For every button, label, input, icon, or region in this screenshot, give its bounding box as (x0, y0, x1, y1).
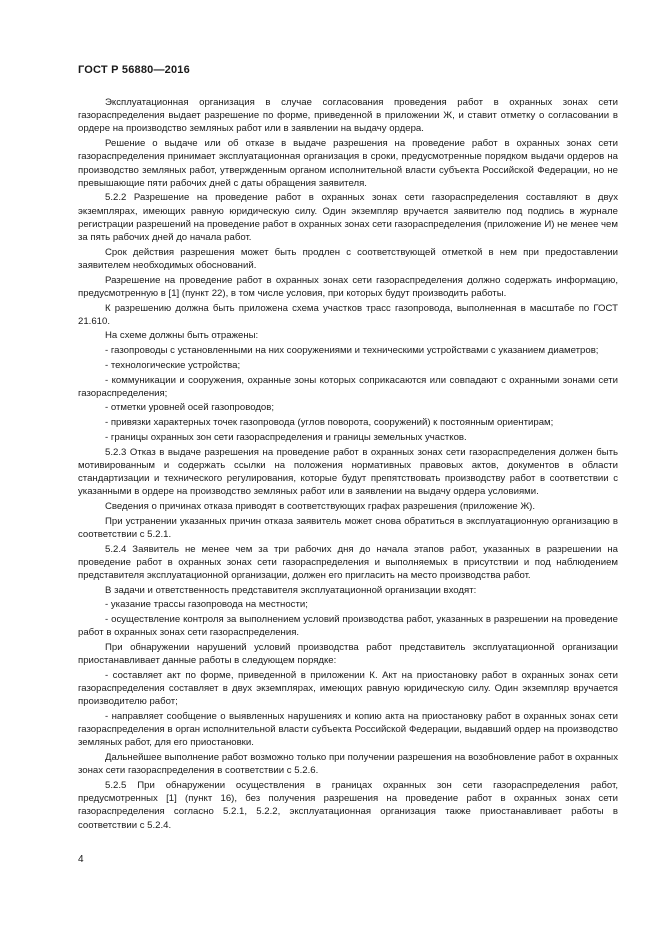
paragraph: При обнаружении нарушений условий производства работ представитель эксплуатационной организации приостанавливает данные работы в следующем порядке: (78, 641, 618, 667)
page-number: 4 (78, 854, 84, 865)
paragraph: Сведения о причинах отказа приводят в соответствующих графах разрешения (приложение Ж). (105, 500, 536, 512)
list-item: - границы охранных зон сети газораспределения и границы земельных участков. (105, 431, 467, 443)
list-item: - газопроводы с установленными на них сооружениями и техническими устройствами с указанием диаметров; (105, 345, 599, 357)
paragraph: При устранении указанных причин отказа заявитель может снова обратиться в эксплуатационную организацию в соответствии с 5.2.1. (78, 515, 618, 540)
paragraph: К разрешению должна быть приложена схема участков трасс газопровода, выполненная в масштабе по ГОСТ 21.610. (78, 302, 618, 327)
paragraph: 5.2.5 При обнаружении осуществления в границах охранных зон сети газораспределения работ, предусмотренных [1] (пункт 16), без получения разрешения на проведение работ в охранных зонах сети газораспределения согласно 5.2.1, 5.2.2, эксплуатационная организация также приостанавливает работы в соответствии с 5.2.4. (78, 779, 618, 831)
paragraph: Дальнейшее выполнение работ возможно только при получении разрешения на возобновление работ в охранных зонах сети газораспределения в соответствии с 5.2.6. (78, 752, 618, 777)
list-item: - указание трассы газопровода на местности; (105, 599, 308, 611)
document-body (78, 96, 618, 833)
paragraph: В задачи и ответственность представителя эксплуатационной организации входят: (105, 584, 477, 596)
paragraph: 5.2.2 Разрешение на проведение работ в охранных зонах сети газораспределения составляют в двух экземплярах, имеющих равную юридическую силу. Один экземпляр вручается заявителю под подпись в журнале регистрации разрешений на проведение работ в охранных зонах сети газораспределения (приложение И) не менее чем за пять рабочих дней до начала работ. (78, 192, 618, 244)
list-item: - привязки характерных точек газопровода (углов поворота, сооружений) к постоянным ориентирам; (105, 417, 554, 429)
paragraph: 5.2.3 Отказ в выдаче разрешения на проведение работ в охранных зонах сети газораспределения должен быть мотивированным и содержать ссылки на положения нормативных правовых актов, документов в области стандартизации и технического регулирования, которые будут препятствовать производству работ в соответствии с указанными в ордере на производство земляных работ или в заявлении на выдачу ордера условиями. (78, 446, 618, 498)
paragraph: Эксплуатационная организация в случае согласования проведения работ в охранных зонах сети газораспределения выдает разрешение по форме, приведенной в приложении Ж, и ставит отметку о согласовании в ордере на производство земляных работ или в заявлении на выдачу ордера. (78, 97, 618, 135)
list-item: - осуществление контроля за выполнением условий производства работ, указанных в разрешении на проведение работ в охранных зонах сети газораспределения. (78, 614, 618, 639)
paragraph: На схеме должны быть отражены: (105, 330, 259, 342)
paragraph: Решение о выдаче или об отказе в выдаче разрешения на проведение работ в охранных зонах сети газораспределения принимает эксплуатационная организация в сроки, предусмотренные порядком выдачи ордеров на производство земляных работ, утвержденным органом исполнительной власти субъекта Российской Федерации, но не превышающие пяти рабочих дней с даты обращения заявителя. (78, 138, 618, 189)
paragraph: 5.2.4 Заявитель не менее чем за три рабочих дня до начала этапов работ, указанных в разрешении на проведение работ в охранных зонах сети газораспределения и выполняемых в присутствии и под наблюдением представителя эксплуатационной организации, должен его пригласить на место производства работ. (78, 543, 618, 581)
paragraph: Разрешение на проведение работ в охранных зонах сети газораспределения должно содержать информацию, предусмотренную в [1] (пункт 22), в том числе условия, при которых будут производить работы. (78, 274, 618, 299)
paragraph: Срок действия разрешения может быть продлен с соответствующей отметкой в нем при предоставлении заявителем необходимых обоснований. (78, 246, 618, 271)
document-header: ГОСТ Р 56880—2016 (78, 64, 190, 76)
list-item: - технологические устройства; (105, 359, 241, 371)
list-item: - направляет сообщение о выявленных нарушениях и копию акта на приостановку работ в охранных зонах сети газораспределения в орган исполнительной власти субъекта Российской Федерации, выдавший ордер на производство земляных работ, для его приостановки. (78, 710, 618, 749)
list-item: - коммуникации и сооружения, охранные зоны которых соприкасаются или совпадают с охранными зонами сети газораспределения; (78, 374, 618, 399)
list-item: - отметки уровней осей газопроводов; (105, 402, 275, 414)
list-item: - составляет акт по форме, приведенной в приложении К. Акт на приостановку работ в охранных зонах сети газораспределения составляет в двух экземплярах, имеющих равную юридическую силу. Один экземпляр вручается производителю работ; (78, 669, 618, 708)
